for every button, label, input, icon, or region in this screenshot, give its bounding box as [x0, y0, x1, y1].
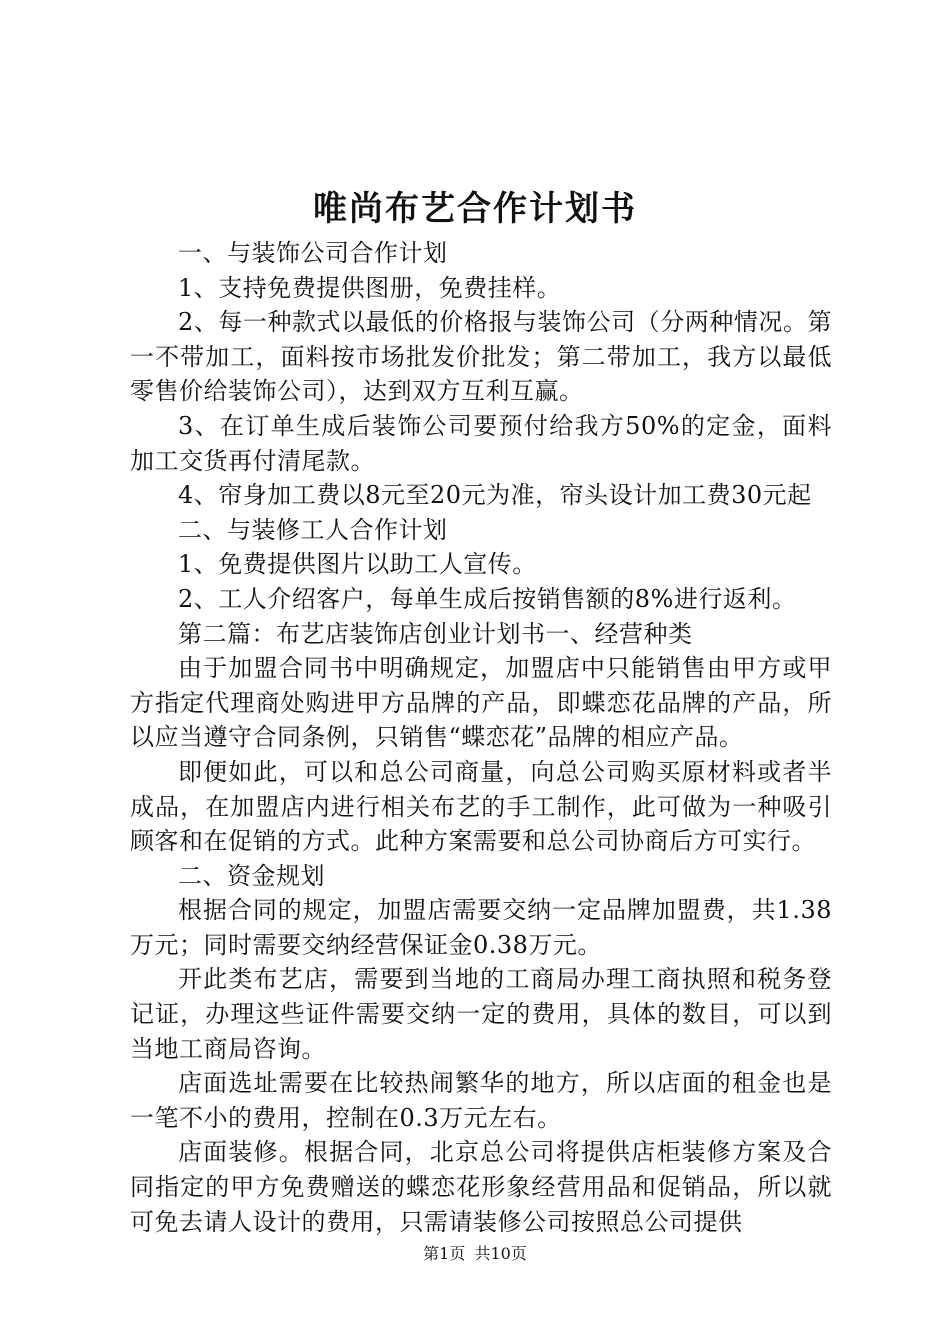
paragraph: 4、帘身加工费以8元至20元为准，帘头设计加工费30元起: [178, 481, 812, 510]
paragraph: 第二篇：布艺店装饰店创业计划书一、经营种类: [178, 619, 693, 648]
paragraph: 由于加盟合同书中明确规定，加盟店中只能销售由甲方或甲方指定代理商处购进甲方品牌的产品，即蝶恋花品牌的产品，所以应当遵守合同条例，只销售“蝶恋花”品牌的相应产品。: [130, 654, 832, 752]
page-footer: [0, 1243, 950, 1265]
paragraph: 2、工人介绍客户，每单生成后按销售额的8%进行返利。: [178, 584, 797, 613]
page-number: 第1页: [423, 1244, 466, 1263]
paragraph: 1、免费提供图片以助工人宣传。: [178, 550, 537, 579]
paragraph: 二、资金规划: [178, 861, 325, 890]
page-total: 共10页: [474, 1244, 527, 1263]
paragraph: 即便如此，可以和总公司商量，向总公司购买原材料或者半成品，在加盟店内进行相关布艺的手工制作，此可做为一种吸引顾客和在促销的方式。此种方案需要和总公司协商后方可实行。: [130, 757, 832, 856]
paragraph: 2、每一种款式以最低的价格报与装饰公司（分两种情况。第一不带加工，面料按市场批发价批发；第二带加工，我方以最低零售价给装饰公司），达到双方互利互赢。: [130, 308, 832, 406]
paragraph: 1、支持免费提供图册，免费挂样。: [178, 273, 562, 302]
document-body: [130, 236, 832, 1239]
paragraph: 根据合同的规定，加盟店需要交纳一定品牌加盟费，共1.38万元；同时需要交纳经营保证金0.38万元。: [130, 896, 832, 959]
paragraph: 3、在订单生成后装饰公司要预付给我方50%的定金，面料加工交货再付清尾款。: [130, 411, 832, 475]
paragraph: 一、与装饰公司合作计划: [178, 239, 448, 267]
paragraph: 开此类布艺店，需要到当地的工商局办理工商执照和税务登记证，办理这些证件需要交纳一定的费用，具体的数目，可以到当地工商局咨询。: [130, 965, 832, 1063]
paragraph: 店面选址需要在比较热闹繁华的地方，所以店面的租金也是一笔不小的费用，控制在0.3万元左右。: [130, 1069, 832, 1132]
paragraph: 二、与装修工人合作计划: [178, 515, 448, 544]
paragraph: 店面装修。根据合同，北京总公司将提供店柜装修方案及合同指定的甲方免费赠送的蝶恋花形象经营用品和促销品，所以就可免去请人设计的费用，只需请装修公司按照总公司提供: [130, 1138, 832, 1236]
document-title: 唯尚布艺合作计划书: [313, 189, 637, 229]
